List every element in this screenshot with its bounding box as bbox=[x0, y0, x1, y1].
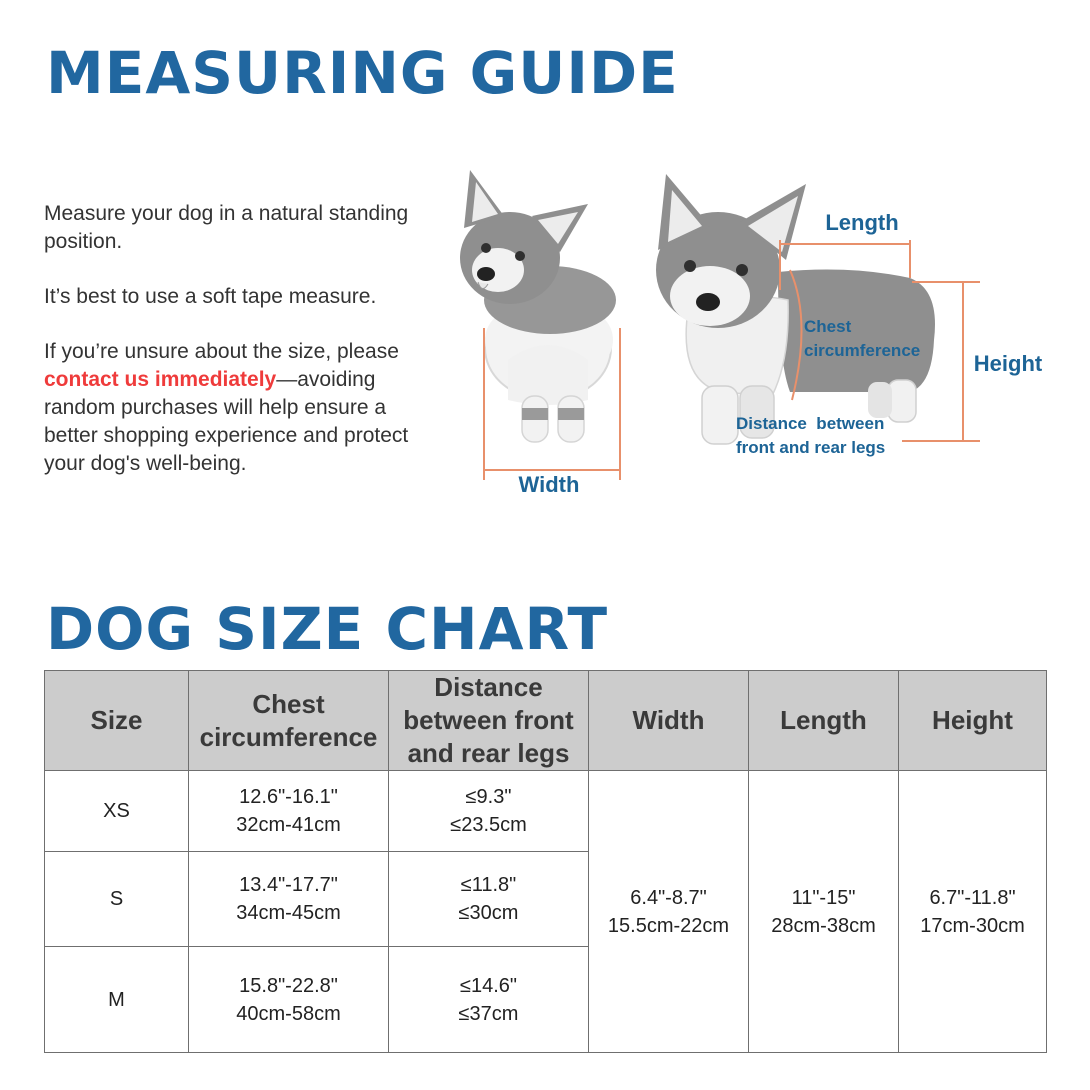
intro-text bbox=[44, 200, 444, 505]
chest-cell: 15.8"-22.8" 40cm-58cm bbox=[189, 947, 389, 1053]
height-label: Height bbox=[973, 351, 1043, 376]
length-cell: 11"-15" 28cm-38cm bbox=[749, 771, 899, 1053]
distance-cell: ≤14.6" ≤37cm bbox=[389, 947, 589, 1053]
intro-p3-start: If you’re unsure about the size, please bbox=[44, 340, 399, 363]
intro-paragraph-1: Measure your dog in a natural standing position. bbox=[44, 202, 409, 253]
distance-label-line1: Distance between bbox=[736, 414, 885, 433]
length-label: Length bbox=[825, 210, 899, 235]
contact-us-link[interactable]: contact us immediately bbox=[44, 368, 277, 391]
header-height: Height bbox=[899, 671, 1047, 771]
size-chart-title: DOG SIZE CHART bbox=[46, 595, 609, 663]
size-cell: S bbox=[45, 852, 189, 947]
width-cell: 6.4"-8.7" 15.5cm-22cm bbox=[589, 771, 749, 1053]
header-length: Length bbox=[749, 671, 899, 771]
table-header-row bbox=[45, 671, 1047, 771]
header-size: Size bbox=[45, 671, 189, 771]
measuring-illustration bbox=[440, 160, 1060, 510]
chest-cell: 12.6"-16.1" 32cm-41cm bbox=[189, 771, 389, 852]
table-row bbox=[45, 771, 1047, 852]
width-label: Width bbox=[518, 472, 580, 497]
chest-label-line2: circumference bbox=[804, 341, 921, 360]
size-cell: XS bbox=[45, 771, 189, 852]
intro-paragraph-2: It’s best to use a soft tape measure. bbox=[44, 285, 377, 308]
height-cell: 6.7"-11.8" 17cm-30cm bbox=[899, 771, 1047, 1053]
distance-cell: ≤11.8" ≤30cm bbox=[389, 852, 589, 947]
distance-cell: ≤9.3" ≤23.5cm bbox=[389, 771, 589, 852]
header-chest: Chest circumference bbox=[189, 671, 389, 771]
chest-label-line1: Chest bbox=[804, 317, 852, 336]
chest-cell: 13.4"-17.7" 34cm-45cm bbox=[189, 852, 389, 947]
size-cell: M bbox=[45, 947, 189, 1053]
intro-paragraph-3 bbox=[44, 338, 444, 478]
distance-label-line2: front and rear legs bbox=[736, 438, 886, 457]
intro-p3-end: —avoiding random purchases will help ensure a better shopping experience and protect your dog's well-being. bbox=[44, 368, 409, 475]
header-width: Width bbox=[589, 671, 749, 771]
header-distance: Distance between front and rear legs bbox=[389, 671, 589, 771]
page-title: MEASURING GUIDE bbox=[46, 39, 679, 107]
size-chart-table bbox=[44, 670, 1047, 1053]
